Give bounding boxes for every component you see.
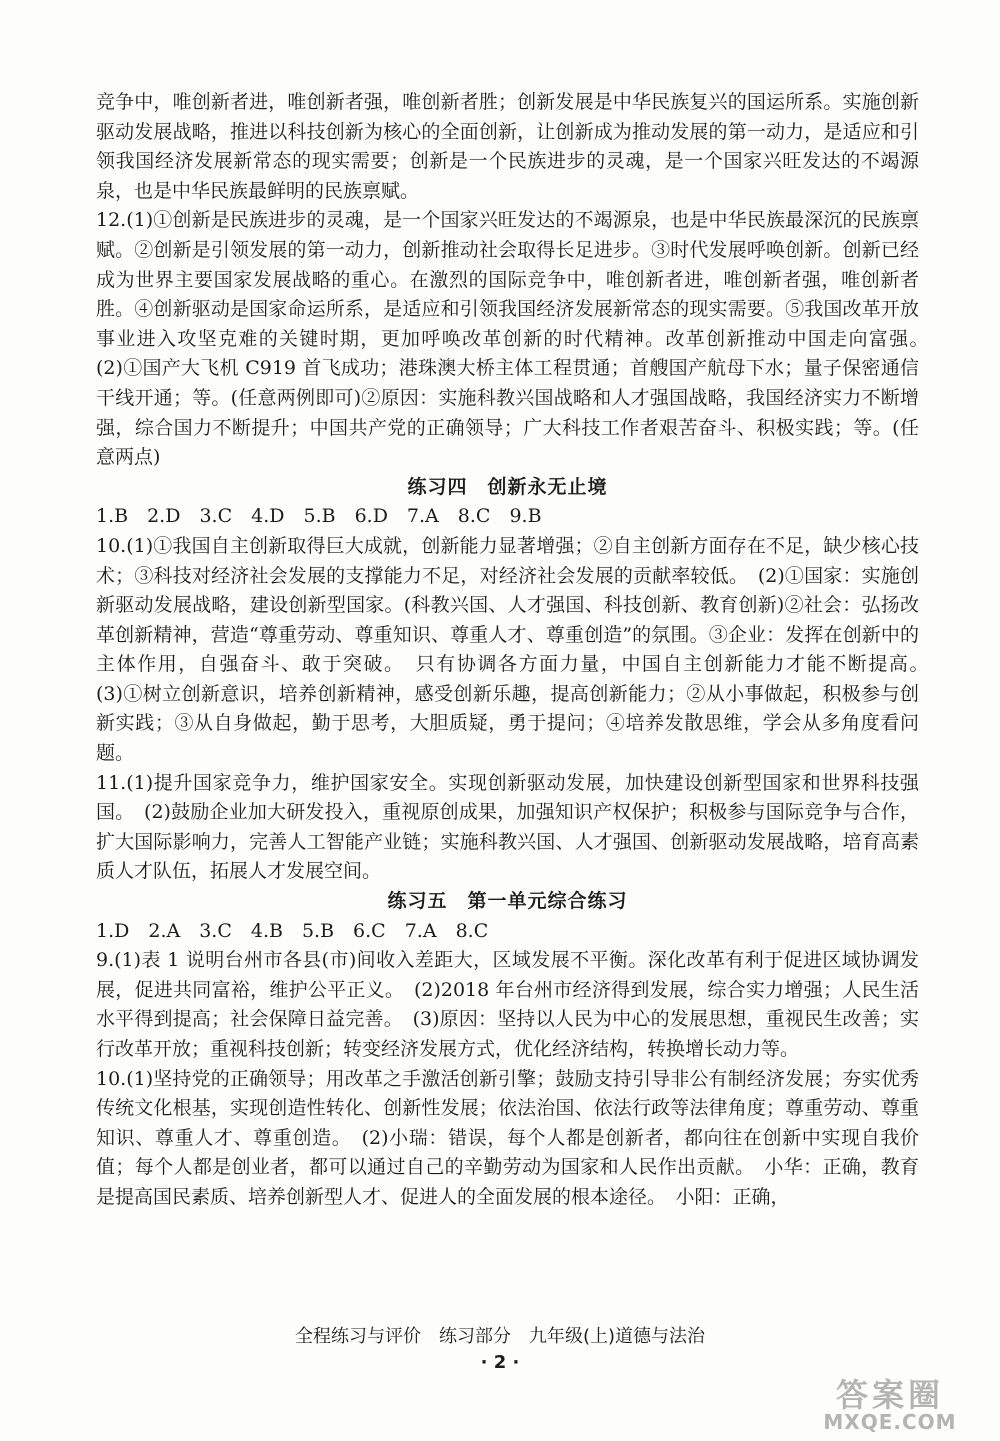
watermark-text: 答案圈 xyxy=(835,1376,944,1414)
paragraph-continuation: 竞争中，唯创新者进，唯创新者强，唯创新者胜；创新发展是中华民族复兴的国运所系。实施创新驱动发展战略，推进以科技创新为核心的全面创新，让创新成为推动发展的第一动力，是适应和引领我国经济发展新常态的现实需要；创新是一个民族进步的灵魂，是一个国家兴旺发达的不竭源泉，也是中华民族最鲜明的民族禀赋。 xyxy=(96,91,919,202)
question-12-answer: 12.(1)①创新是民族进步的灵魂，是一个国家兴旺发达的不竭源泉，也是中华民族最深沉的民族禀赋。②创新是引领发展的第一动力，创新推动社会取得长足进步。③时代发展呼唤创新。创新已经成为世界主要国家发展战略的重心。在激烈的国际竞争中，唯创新者进，唯创新者强，唯创新者胜。④创新驱动是国家命运所系，是适应和引领我国经济发展新常态的现实需要。⑤我国改革开放事业进入攻坚克难的关键时期，更加呼唤改革创新的时代精神。改革创新推动中国走向富强。 (2)①国产大飞机 C919 首飞成功；港珠澳大桥主体工程贯通；首艘国产航母下水；量子保密通信干线开通；等。(任意两例即可)②原因：实施科教兴国战略和人才强国战略，我国经济实力不断增强，综合国力不断提升；中国共产党的正确领导；广大科技工作者艰苦奋斗、积极实践；等。(任意两点) xyxy=(96,209,939,469)
watermark-logo xyxy=(810,1370,970,1436)
choice-answers-practice-4: 1.B 2.D 3.C 4.D 5.B 6.D 7.A 8.C 9.B xyxy=(96,505,542,528)
question-11-answer: 11.(1)提升国家竞争力，维护国家安全。实现创新驱动发展，加快建设创新型国家和世界科技强国。 (2)鼓励企业加大研发投入，重视原创成果，加强知识产权保护；积极参与国际竞争与合作，扩大国际影响力，完善人工智能产业链；实施科教兴国、人才强国、创新驱动发展战略，培育高素质人才队伍，拓展人才发展空间。 xyxy=(96,771,919,883)
footer-book-title: 全程练习与评价 练习部分 九年级(上)道德与法治 xyxy=(294,1326,706,1347)
choice-answers-practice-5: 1.D 2.A 3.C 4.B 5.B 6.C 7.A 8.C xyxy=(96,919,489,942)
watermark-url: MXQE.COM xyxy=(823,1410,957,1434)
page-number: · 2 · xyxy=(480,1352,520,1373)
question-10-answer: 10.(1)①我国自主创新取得巨大成就，创新能力显著增强；②自主创新方面存在不足，缺少核心技术；③科技对经济社会发展的支撑能力不足，对经济社会发展的贡献率较低。 (2)①国家：实施创新驱动发展战略，建设创新型国家。(科教兴国、人才强国、科技创新、教育创新)②社会：弘扬改革创新精神，营造“尊重劳动、尊重知识、尊重人才、尊重创造”的氛围。③企业：发挥在创新中的主体作用，自强奋斗、敢于突破。 只有协调各方面力量，中国自主创新能力才能不断提高。 (3)①树立创新意识，培养创新精神，感受创新乐趣，提高创新能力；②从小事做起，积极参与创新实践；③从自身做起，勤于思考，大胆质疑，勇于提问；④培养发散思维，学会从多角度看问题。 xyxy=(96,534,939,765)
question-10-answer-practice-5: 10.(1)坚持党的正确领导；用改革之手激活创新引擎；鼓励支持引导非公有制经济发展；夯实优秀传统文化根基，实现创造性转化、创新性发展；依法治国、依法行政等法律角度；尊重劳动、尊重知识、尊重人才、尊重创造。 (2)小瑞：错误，每个人都是创新者，都向往在创新中实现自我价值；每个人都是创业者，都可以通过自己的辛勤劳动为国家和人民作出贡献。 小华：正确，教育是提高国民素质、培养创新型人才、促进人的全面发展的根本途径。 小阳：正确， xyxy=(96,1067,919,1208)
answer-page-body xyxy=(96,88,939,1213)
section-heading-practice-4: 练习四 创新永无止境 xyxy=(407,475,608,498)
section-heading-practice-5: 练习五 第一单元综合练习 xyxy=(387,890,628,913)
question-9-answer: 9.(1)表 1 说明台州市各县(市)间收入差距大，区域发展不平衡。深化改革有利于促进区域协调发展，促进共同富裕，维护公平正义。 (2)2018 年台州市经济得到发展，综合实力增强；人民生活水平得到提高；社会保障日益完善。 (3)原因：坚持以人民为中心的发展思想，重视民生改善；实行改革开放；重视科技创新；转变经济发展方式，优化经济结构，转换增长动力等。 xyxy=(96,949,919,1060)
